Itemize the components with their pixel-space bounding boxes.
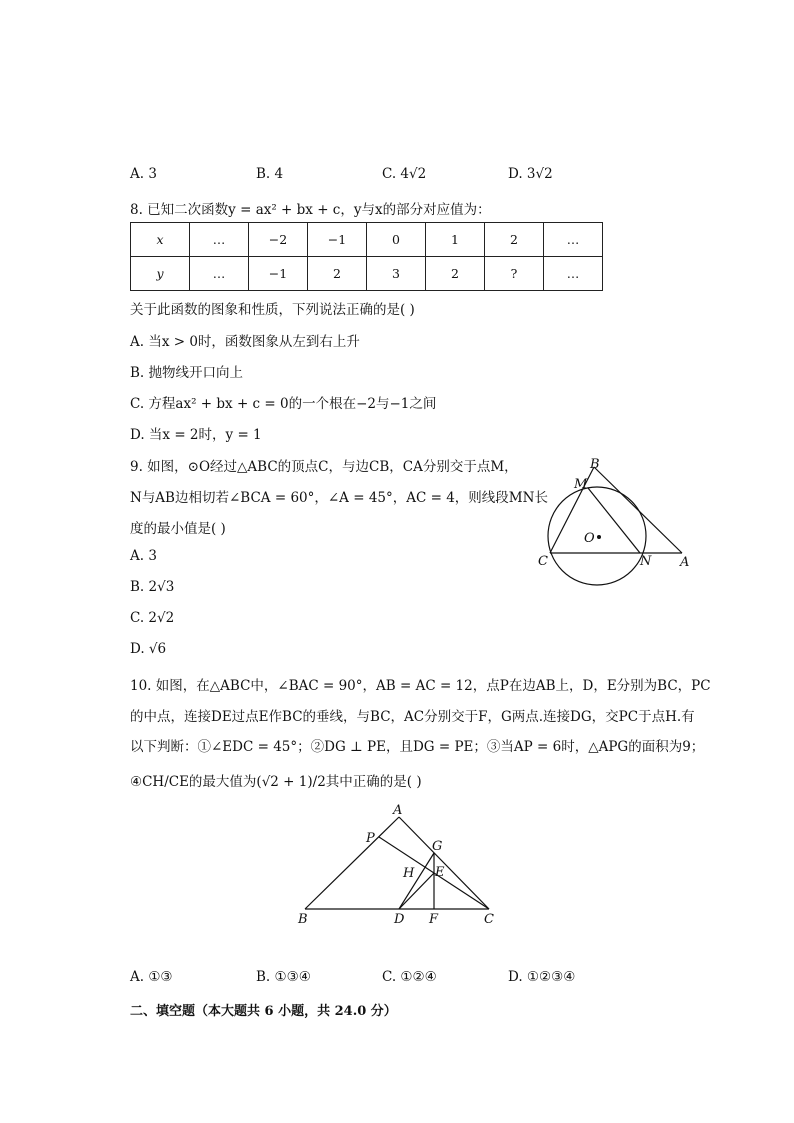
label-n: N <box>640 554 652 569</box>
q9-line-3: 度的最小值是( ) <box>130 521 226 537</box>
table-cell: 2 <box>308 257 367 291</box>
q10-option-c: C. ①②④ <box>382 969 437 985</box>
q8-option-d: D. 当x = 2时，y = 1 <box>130 427 262 443</box>
q9-option-b: B. 2√3 <box>130 579 175 595</box>
table-cell: 2 <box>485 223 544 257</box>
segment-mn <box>588 488 640 553</box>
label-e: E <box>435 865 445 880</box>
table-row <box>131 223 603 257</box>
q9-option-d: D. √6 <box>130 641 167 657</box>
segment-ba <box>594 467 682 553</box>
label-h: H <box>403 866 415 881</box>
q10-option-a: A. ①③ <box>130 969 173 985</box>
q7-option-c: C. 4√2 <box>382 166 427 182</box>
label-a: A <box>680 555 690 570</box>
q10-line-3: 以下判断：①∠EDC = 45°；②DG ⊥ PE，且DG = PE；③当AP = 6时，△APG的面积为9； <box>130 739 705 755</box>
center-point <box>597 535 601 539</box>
q8-value-table <box>130 222 603 291</box>
q9-line-1: 9. 如图，⊙O经过△ABC的顶点C，与边CB，CA分别交于点M， <box>130 459 518 475</box>
q9-option-c: C. 2√2 <box>130 610 175 626</box>
table-cell: ? <box>485 257 544 291</box>
table-cell: −1 <box>308 223 367 257</box>
q8-stem: 8. 已知二次函数y = ax² + bx + c，y与x的部分对应值为： <box>130 202 491 218</box>
label-g: G <box>432 839 443 854</box>
label-d: D <box>394 912 405 927</box>
label-m: M <box>574 477 588 492</box>
q9-circle-figure <box>530 452 700 592</box>
q10-option-b: B. ①③④ <box>256 969 311 985</box>
circle-o <box>548 487 646 585</box>
q7-option-a: A. 3 <box>130 166 157 182</box>
table-cell: … <box>544 223 603 257</box>
table-cell: y <box>131 257 190 291</box>
q9-option-a: A. 3 <box>130 548 157 564</box>
label-f: F <box>429 912 439 927</box>
table-cell: 3 <box>367 257 426 291</box>
segment-ba <box>305 817 399 909</box>
table-cell: … <box>544 257 603 291</box>
label-p: P <box>366 831 375 846</box>
table-row <box>131 257 603 291</box>
q7-option-b: B. 4 <box>256 166 284 182</box>
q10-line-1: 10. 如图，在△ABC中，∠BAC = 90°，AB = AC = 12，点P在边AB上，D，E分别为BC，PC <box>130 678 711 694</box>
q8-option-b: B. 抛物线开口向上 <box>130 365 244 381</box>
q8-question: 关于此函数的图象和性质，下列说法正确的是( ) <box>130 302 415 318</box>
label-c: C <box>484 912 494 927</box>
table-cell: 2 <box>426 257 485 291</box>
label-c: C <box>538 554 548 569</box>
label-o: O <box>584 531 595 546</box>
q10-triangle-figure <box>295 800 505 930</box>
table-cell: … <box>190 223 249 257</box>
table-cell: 1 <box>426 223 485 257</box>
table-cell: … <box>190 257 249 291</box>
table-cell: −2 <box>249 223 308 257</box>
q10-line-2: 的中点，连接DE过点E作BC的垂线，与BC，AC分别交于F，G两点.连接DG，交PC于点H.有 <box>130 709 695 725</box>
label-b: B <box>590 457 600 472</box>
table-cell: x <box>131 223 190 257</box>
table-cell: −1 <box>249 257 308 291</box>
section-title: 二、填空题（本大题共 6 小题，共 24.0 分） <box>130 1004 397 1019</box>
q8-option-c: C. 方程ax² + bx + c = 0的一个根在−2与−1之间 <box>130 396 437 412</box>
label-a: A <box>393 803 403 818</box>
q8-option-a: A. 当x > 0时，函数图象从左到右上升 <box>130 334 360 350</box>
q10-option-d: D. ①②③④ <box>508 969 576 985</box>
q9-line-2: N与AB边相切若∠BCA = 60°，∠A = 45°，AC = 4，则线段MN长 <box>130 490 548 506</box>
q10-line-4: ④CH/CE的最大值为(√2 + 1)/2其中正确的是( ) <box>130 774 422 790</box>
label-b: B <box>298 912 308 927</box>
table-cell: 0 <box>367 223 426 257</box>
q7-option-d: D. 3√2 <box>508 166 553 182</box>
